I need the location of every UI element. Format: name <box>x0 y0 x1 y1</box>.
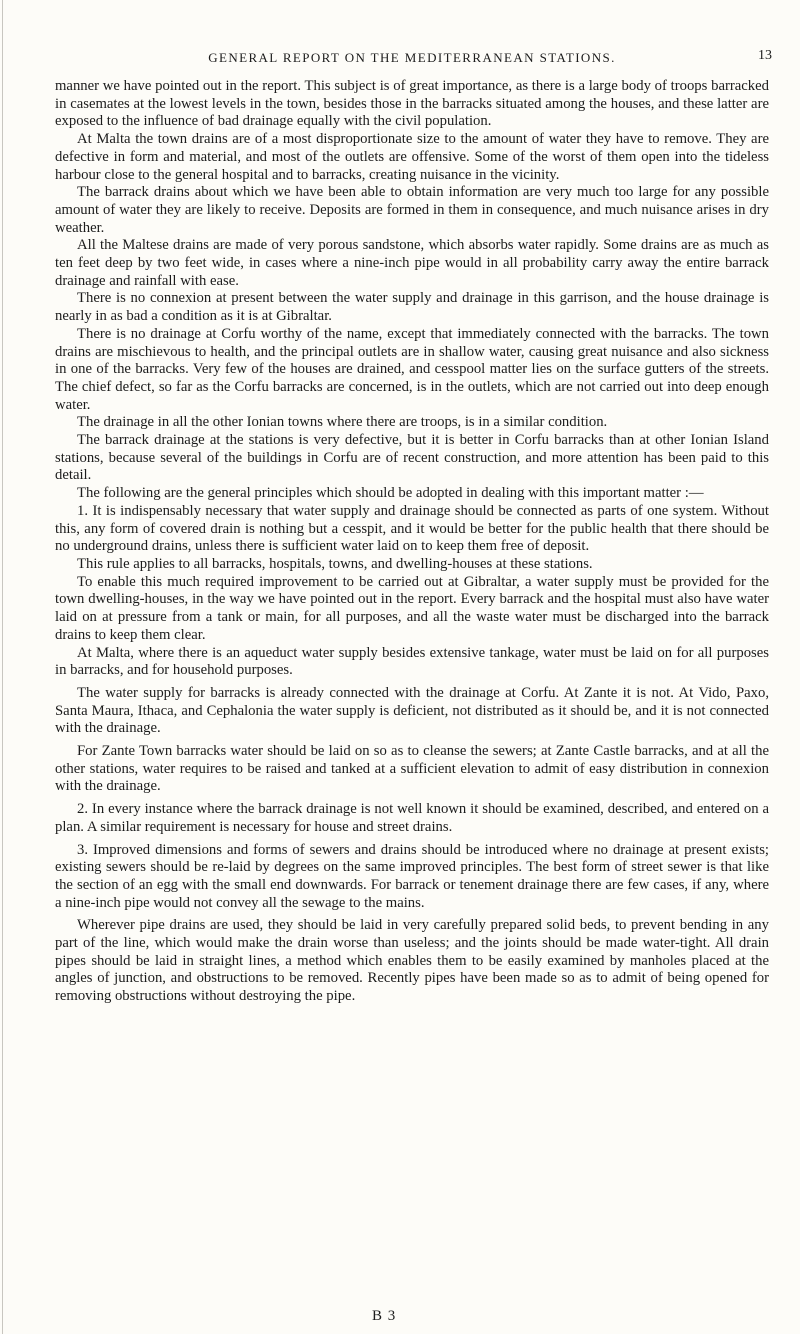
paragraph: There is no connexion at present between the water supply and drainage in this garrison, and the house drainage is nearly in as bad a condition as it is at Gibraltar. <box>55 290 769 325</box>
paragraph: At Malta the town drains are of a most disproportionate size to the amount of water they have to remove. They are defective in form and material, and most of the outlets are offensive. Some of the worst of them open into the tideless harbour close to the general hospital and to barracks, creating nuisance in the vicinity. <box>55 131 769 183</box>
paragraph: The following are the general principles which should be adopted in dealing with this important matter :— <box>77 485 704 502</box>
running-head <box>52 48 772 68</box>
paragraph: The drainage in all the other Ionian towns where there are troops, is in a similar condition. <box>77 414 608 431</box>
page-number: 13 <box>758 48 772 63</box>
paragraph: 2. In every instance where the barrack drainage is not well known it should be examined, described, and entered on a plan. A similar requirement is necessary for house and street drains. <box>55 801 769 835</box>
paragraph: 3. Improved dimensions and forms of sewers and drains should be introduced where no drainage at present exists; existing sewers should be re-laid by degrees on the same improved principles. The best form of street sewer is that like the section of an egg with the small end downwards. For barrack or tenement drainage there are few cases, if any, where a nine-inch pipe would not convey all the sewage to the mains. <box>55 841 769 911</box>
signature-mark: B 3 <box>372 1308 397 1324</box>
paragraph: All the Maltese drains are made of very porous sandstone, which absorbs water rapidly. Some drains are as much as ten feet deep by two feet wide, in cases where a nine-inch pipe would in all probability carry away the entire barrack drainage and rainfall with ease. <box>55 237 769 289</box>
paragraph: There is no drainage at Corfu worthy of the name, except that immediately connected with the barracks. The town drains are mischievous to health, and the principal outlets are in shallow water, causing great nuisance and also sickness in one of the barracks. Very few of the houses are drained, and cesspool matter lies on the surface gutters of the streets. The chief defect, so far as the Corfu barracks are concerned, is in the outlets, which are not carried out into deep enough water. <box>55 325 769 413</box>
paragraph: The barrack drains about which we have been able to obtain information are very much too large for any possible amount of water they are likely to receive. Deposits are formed in them in consequence, and much nuisance arises in dry weather. <box>55 184 769 236</box>
paragraph: 1. It is indispensably necessary that water supply and drainage should be connected as parts of one system. Without this, any form of covered drain is nothing but a cesspit, and it would be better for the public health that there should be no underground drains, unless there is sufficient water laid on to keep them free of deposit. <box>55 502 769 555</box>
paragraph: manner we have pointed out in the report. This subject is of great importance, as there is a large body of troops barracked in casemates at the lowest levels in the town, besides those in the barracks situated among the houses, and these latter are exposed to the influence of bad drainage equally with the civil population. <box>55 78 769 130</box>
paragraph: The water supply for barracks is already connected with the drainage at Corfu. At Zante it is not. At Vido, Paxo, Santa Maura, Ithaca, and Cephalonia the water supply is deficient, not distributed as it should be, and it is not connected with the drainage. <box>55 684 769 737</box>
running-title: GENERAL REPORT ON THE MEDITERRANEAN STATIONS. <box>208 50 616 65</box>
paragraph: Wherever pipe drains are used, they should be laid in very carefully prepared solid beds, to prevent bending in any part of the line, which would make the drain worse than useless; and the joints should be made water-tight. All drain pipes should be laid in straight lines, a method which enables them to be easily examined by manholes placed at the angles of junction, and obstructions to be removed. Recently pipes have been made so as to admit of being opened for removing obstructions without destroying the pipe. <box>55 917 769 1005</box>
paragraph: For Zante Town barracks water should be laid on so as to cleanse the sewers; at Zante Castle barracks, and at all the other stations, water requires to be raised and tanked at a sufficient elevation to admit of easy distribution in connexion with the drainage. <box>55 743 769 795</box>
paragraph: This rule applies to all barracks, hospitals, towns, and dwelling-houses at these stations. <box>77 555 593 572</box>
paragraph: To enable this much required improvement to be carried out at Gibraltar, a water supply must be provided for the town dwelling-houses, in the way we have pointed out in the report. Every barrack and the hospital must also have water laid on at pressure from a tank or main, for all purposes, and all the waste water must be discharged into the barrack drains to keep them clear. <box>55 573 769 643</box>
paragraph: The barrack drainage at the stations is very defective, but it is better in Corfu barracks than at other Ionian Island stations, because several of the buildings in Corfu are of recent construction, and more attention has been paid to this detail. <box>55 432 769 484</box>
paragraph: At Malta, where there is an aqueduct water supply besides extensive tankage, water must be laid on for all purposes in barracks, and for household purposes. <box>55 644 769 679</box>
page-edge <box>2 0 3 1334</box>
body-text <box>55 78 769 1006</box>
